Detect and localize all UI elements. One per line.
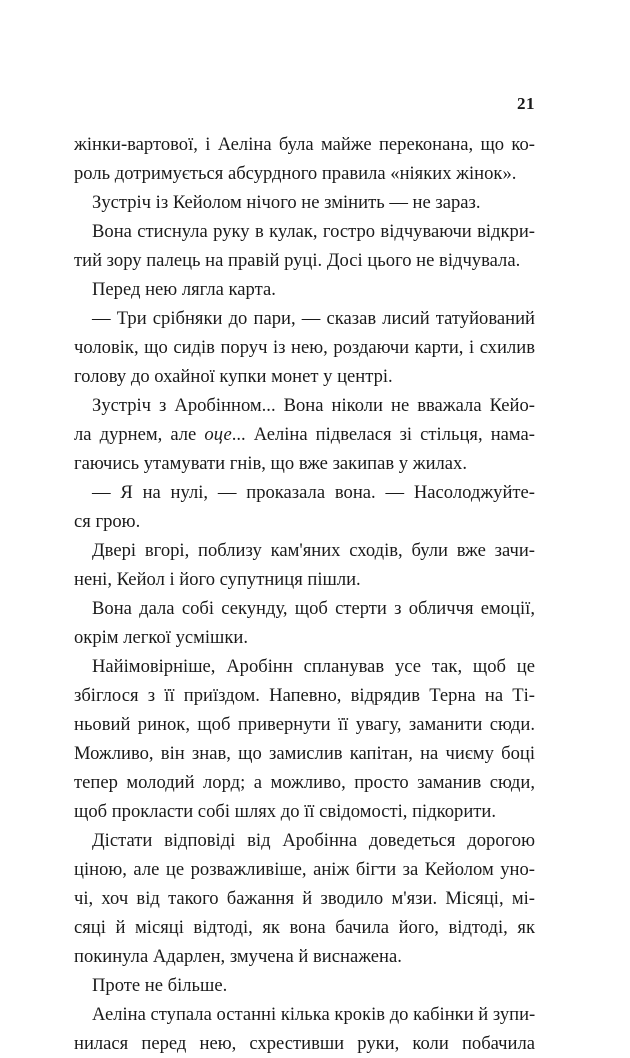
- text-line: Найімовірніше, Аробінн спланував усе так, щоб це: [92, 656, 535, 677]
- text-line: — Я на нулі, — проказала вона. — Насолоджуйте-: [92, 482, 535, 503]
- text-line: голову до охайної купки монет у центрі.: [74, 366, 393, 387]
- text-line: Перед нею лягла карта.: [92, 279, 276, 300]
- text-line: Двері вгорі, поблизу кам'яних сходів, були вже зачи-: [92, 540, 535, 561]
- page-number: 21: [517, 94, 535, 113]
- text-line: гаючись утамувати гнів, що вже закипав у жилах.: [74, 453, 468, 474]
- text-line: ньовий ринок, щоб привернути її увагу, заманити сюди.: [74, 714, 535, 735]
- text-line: збіглося з її приїздом. Напевно, відрядив Терна на Ті-: [74, 685, 535, 706]
- text-line: Вона дала собі секунду, щоб стерти з обличчя емоції,: [92, 598, 535, 619]
- text-line: роль дотримується абсурдного правила «ніяких жінок».: [74, 163, 517, 184]
- text-line: Аеліна ступала останні кілька кроків до кабінки й зупи-: [92, 1004, 536, 1025]
- text-line: нені, Кейол і його супутниця пішли.: [74, 569, 361, 590]
- text-line: Проте не більше.: [92, 975, 228, 996]
- text-line: Зустріч із Кейолом нічого не змінить — не зараз.: [92, 192, 481, 213]
- text-line: [74, 420, 535, 449]
- text-line: Дістати відповіді від Аробінна доведеться дорогою: [92, 830, 535, 851]
- body-text: [74, 130, 535, 1058]
- text-line: тий зору палець на правій руці. Досі цього не відчувала.: [74, 250, 521, 271]
- text-line: покинула Адарлен, змучена й виснажена.: [74, 946, 402, 967]
- text-line: ся грою.: [74, 511, 141, 532]
- text-line: окрім легкої усмішки.: [74, 627, 248, 648]
- text-line: Вона стиснула руку в кулак, гостро відчуваючи відкри-: [92, 221, 535, 242]
- text-run: ... Аеліна підвелася зі стільця, нама-: [231, 424, 535, 445]
- text-line: тепер молодий лорд; а можливо, просто заманив сюди,: [74, 772, 535, 793]
- text-run: ла дурнем, але: [74, 424, 205, 445]
- text-line: сяці й місяці відтоді, як вона бачила його, відтоді, як: [74, 917, 535, 938]
- emphasis: оце: [204, 424, 232, 445]
- text-line: жінки-вартової, і Аеліна була майже переконана, що ко-: [74, 134, 535, 155]
- text-line: нилася перед нею, схрестивши руки, коли побачила: [74, 1033, 535, 1054]
- text-line: ціною, але це розважливіше, аніж бігти за Кейолом уно-: [74, 859, 535, 880]
- text-line: Можливо, він знав, що замислив капітан, на чиєму боці: [74, 743, 535, 764]
- text-line: чі, хоч від такого бажання й зводило м'язи. Місяці, мі-: [74, 888, 535, 909]
- text-line: чоловік, що сидів поруч із нею, роздаючи карти, і схилив: [74, 337, 535, 358]
- text-line: — Три срібняки до пари, — сказав лисий татуйований: [92, 308, 535, 329]
- text-line: щоб прокласти собі шлях до її свідомості, підкорити.: [74, 801, 497, 822]
- text-line: Зустріч з Аробінном... Вона ніколи не вважала Кейо-: [92, 395, 535, 416]
